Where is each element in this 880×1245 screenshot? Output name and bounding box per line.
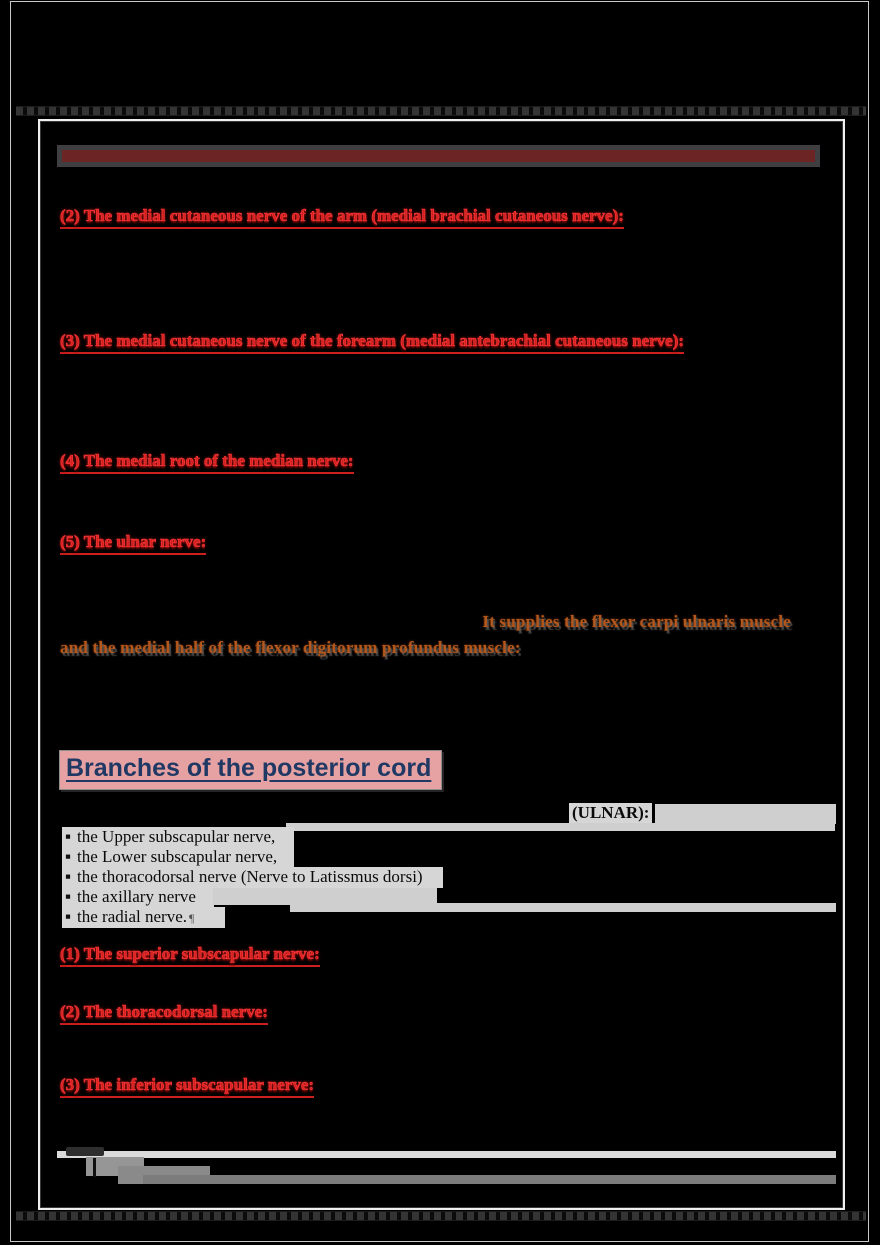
red-heading-thoracodorsal: (2) The thoracodorsal nerve: [60,1001,268,1025]
list-item [62,887,214,908]
maroon-heading-bar [57,145,820,167]
page-border [38,119,845,1210]
text-cursor [93,1158,96,1177]
top-dashed-ruler [16,106,866,116]
square-bullet-icon: ▪ [65,867,72,886]
list-item [62,907,225,928]
branch-label: the thoracodorsal nerve (Nerve to Latissmus dorsi) [77,867,423,886]
square-bullet-icon: ▪ [65,827,72,846]
ulnar-trailing-highlight [655,804,836,824]
section-title-posterior-cord: Branches of the posterior cord [59,750,442,790]
footer-gray-strip [143,1175,836,1184]
list-item [62,867,443,888]
paragraph-mark-icon: ¶ [189,911,195,925]
branch-label: the radial nerve. [77,907,187,926]
list-item [62,847,294,868]
ulnar-supply-note-line1: It supplies the flexor carpi ulnaris muscle [482,612,791,631]
red-heading-medial-root-median: (4) The medial root of the median nerve: [60,450,354,474]
red-heading-ulnar-nerve: (5) The ulnar nerve: [60,531,206,555]
red-heading-medial-cutaneous-arm: (2) The medial cutaneous nerve of the arm (medial brachial cutaneous nerve): [60,205,624,229]
red-heading-medial-cutaneous-forearm: (3) The medial cutaneous nerve of the forearm (medial antebrachial cutaneous nerve): [60,330,684,354]
square-bullet-icon: ▪ [65,847,72,866]
red-heading-inferior-subscapular: (3) The inferior subscapular nerve: [60,1074,314,1098]
wide-highlight-strip [290,903,836,912]
ulnar-supply-note-line2: and the medial half of the flexor digitorum profundus muscle: [60,638,521,657]
thin-highlight-strip [286,823,835,831]
page-number-smudge [66,1147,104,1156]
branch-label: the axillary nerve [77,887,196,906]
ulnar-tag: (ULNAR): [569,803,652,824]
branch-label: the Lower subscapular nerve, [77,847,278,866]
square-bullet-icon: ▪ [65,907,72,926]
bottom-dashed-ruler [16,1211,866,1221]
list-item [62,827,294,848]
branch-label: the Upper subscapular nerve, [77,827,276,846]
footer-divider [57,1151,836,1158]
square-bullet-icon: ▪ [65,887,72,906]
red-heading-superior-subscapular: (1) The superior subscapular nerve: [60,943,320,967]
